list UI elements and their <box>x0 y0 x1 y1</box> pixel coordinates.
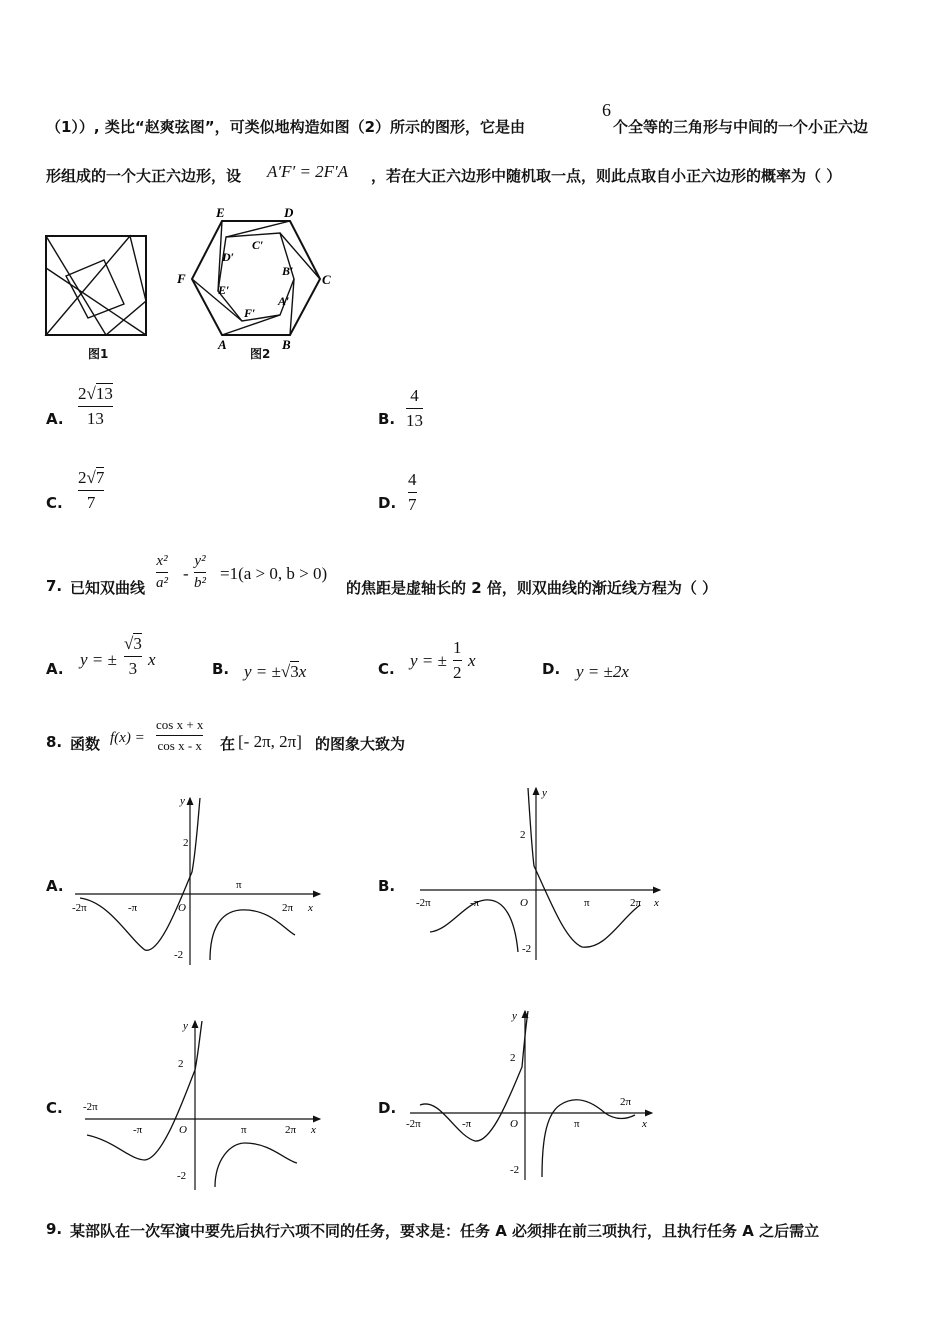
q8-number: 8. <box>46 733 63 751</box>
graph-d-tick-2: 2 <box>510 1052 516 1064</box>
graph-b-tick-pi: π <box>584 897 590 909</box>
graph-b-origin: O <box>520 897 528 909</box>
q6-option-d-den: 7 <box>408 495 417 514</box>
q8-option-a-label: A. <box>46 877 64 895</box>
hex-label-a: A <box>218 337 227 352</box>
q8-function-den: cos x - x <box>157 738 202 753</box>
q6-option-d-fraction <box>408 470 417 515</box>
q7-option-c-post: x <box>468 651 476 670</box>
graph-b-x-label: x <box>654 897 659 909</box>
q6-line1-part2: 个全等的三角形与中间的一个小正六边 <box>613 118 869 136</box>
graph-d-origin: O <box>510 1118 518 1130</box>
q6-option-d-num: 4 <box>408 470 417 489</box>
graph-a-tick-neg2: -2 <box>174 949 184 961</box>
q7-option-a-post: x <box>148 650 156 669</box>
q7-text-part1: 已知双曲线 <box>70 579 146 597</box>
graph-b <box>410 780 670 965</box>
q7-eq-den2: b² <box>194 575 206 591</box>
q7-option-b-rad: 3 <box>290 662 299 681</box>
graph-c-tick-2: 2 <box>178 1058 184 1070</box>
graph-b-y-label: y <box>542 787 547 799</box>
q7-eq-fraction-y <box>194 553 206 592</box>
graph-c-origin: O <box>179 1124 187 1136</box>
q7-option-c-pre: y = ± <box>410 651 447 670</box>
graph-c-x-label: x <box>311 1124 316 1136</box>
graph-b-tick-negpi: -π <box>470 897 480 909</box>
q7-eq-num2: y² <box>194 553 206 569</box>
q6-option-b-den: 13 <box>406 411 423 430</box>
q7-option-a-label: A. <box>46 660 64 678</box>
graph-c-tick-2pi: 2π <box>285 1124 297 1136</box>
q6-option-c-radicand: 7 <box>95 468 105 487</box>
q7-option-c-label: C. <box>378 660 395 678</box>
q7-eq-num1: x² <box>156 553 168 569</box>
q8-text-part1: 函数 <box>70 735 101 753</box>
figure-1-caption: 图1 <box>88 347 109 361</box>
graph-c-tick-negpi: -π <box>133 1124 143 1136</box>
q8-text-in: 在 <box>220 735 236 753</box>
q8-function-num: cos x + x <box>156 717 204 732</box>
q8-option-c-label: C. <box>46 1099 63 1117</box>
q7-option-d-label: D. <box>542 660 561 678</box>
graph-a-y-label: y <box>180 795 185 807</box>
q7-eq-fraction-x <box>156 553 168 592</box>
q7-option-d-expr: y = ±2x <box>576 662 629 681</box>
graph-c-tick-neg2pi: -2π <box>83 1101 98 1113</box>
q8-text-part2: 的图象大致为 <box>315 735 406 753</box>
q6-line2-part2: ，若在大正六边形中随机取一点，则此点取自小正六边形的概率为（ ） <box>371 167 842 185</box>
graph-c-y-label: y <box>183 1020 188 1032</box>
graph-a-x-label: x <box>308 902 313 914</box>
q8-interval: [- 2π, 2π] <box>238 732 302 751</box>
graph-d-tick-pi: π <box>574 1118 580 1130</box>
q7-option-c-num: 1 <box>453 638 462 657</box>
q6-option-a-coef: 2 <box>78 384 87 403</box>
q6-number-six: 6 <box>602 100 611 120</box>
q6-option-a-radicand: 13 <box>95 384 113 403</box>
hex-label-e: E <box>216 205 225 220</box>
graph-b-tick-2pi: 2π <box>630 897 642 909</box>
hex-label-c-prime: C′ <box>252 238 264 252</box>
q6-line2-part1: 形组成的一个大正六边形，设 <box>46 167 242 185</box>
figure-1-zhaoshuang-diagram <box>40 228 152 340</box>
q6-option-b-label: B. <box>378 410 396 428</box>
hex-label-d-prime: D′ <box>222 250 235 264</box>
hex-label-e-prime: E′ <box>218 283 230 297</box>
q7-option-a-rad: 3 <box>133 634 142 653</box>
q7-option-a-den: 3 <box>128 659 138 678</box>
hex-label-b: B <box>282 337 291 352</box>
q7-option-c-fraction <box>453 638 462 683</box>
q7-number: 7. <box>46 577 63 595</box>
q6-option-b-num: 4 <box>410 386 419 405</box>
graph-a-tick-2: 2 <box>183 837 189 849</box>
q6-option-a-den: 13 <box>86 409 104 428</box>
hex-label-f-prime: F′ <box>244 306 256 320</box>
q9-number: 9. <box>46 1220 63 1238</box>
graph-a-origin: O <box>178 902 186 914</box>
q7-option-c-den: 2 <box>453 663 462 682</box>
graph-d-tick-neg2: -2 <box>510 1164 520 1176</box>
q6-option-a-label: A. <box>46 410 64 428</box>
graph-a-tick-2pi: 2π <box>282 902 294 914</box>
q6-option-b-fraction <box>406 386 423 431</box>
q7-eq-den1: a² <box>156 575 168 591</box>
graph-d-x-label: x <box>642 1118 647 1130</box>
graph-d-y-label: y <box>512 1010 517 1022</box>
graph-b-tick-2: 2 <box>520 829 526 841</box>
q7-option-b-label: B. <box>212 660 230 678</box>
graph-d-tick-neg2pi: -2π <box>406 1118 421 1130</box>
q7-option-b-expr: y = ±√3x <box>244 662 307 681</box>
graph-a-tick-pi: π <box>236 879 242 891</box>
graph-c-tick-pi: π <box>241 1124 247 1136</box>
q6-option-c-label: C. <box>46 494 63 512</box>
figure-2-caption: 图2 <box>250 347 271 361</box>
hex-label-c: C <box>322 272 331 287</box>
q8-function-fraction <box>156 717 203 754</box>
graph-d-tick-2pi: 2π <box>620 1096 632 1108</box>
q7-option-b-post: x <box>298 662 307 681</box>
graph-d <box>400 1005 660 1185</box>
figure-2-hexagon-diagram <box>172 203 342 353</box>
q6-option-a-fraction: 2√13 13 <box>78 384 113 428</box>
hex-label-f: F <box>177 271 186 286</box>
hex-label-d: D <box>284 205 294 220</box>
q9-text: 某部队在一次军演中要先后执行六项不同的任务，要求是：任务 A 必须排在前三项执行，且执行任务 A 之后需立 <box>70 1222 820 1240</box>
q7-option-a-fraction: √3 3 <box>124 634 142 678</box>
q7-option-b-pre: y = ± <box>244 662 281 681</box>
graph-a-tick-negpi: -π <box>128 902 138 914</box>
graph-c-tick-neg2: -2 <box>177 1170 187 1182</box>
q6-option-c-coef: 2 <box>78 468 87 487</box>
q8-function-name: f(x) = <box>110 730 145 746</box>
q8-option-b-label: B. <box>378 877 396 895</box>
hex-label-b-prime: B′ <box>282 264 294 278</box>
q7-eq-minus: - <box>183 564 189 583</box>
q6-condition: A′F′ = 2F′A <box>267 162 349 181</box>
q6-option-c-den: 7 <box>86 493 96 512</box>
q7-eq-rest: =1(a > 0, b > 0) <box>220 564 328 583</box>
q7-option-a-pre: y = ± <box>80 650 117 669</box>
q6-option-d-label: D. <box>378 494 397 512</box>
q8-option-d-label: D. <box>378 1099 397 1117</box>
graph-b-tick-neg2pi: -2π <box>416 897 431 909</box>
graph-b-tick-neg2: -2 <box>522 943 532 955</box>
q6-line1-part1: （1））, 类比“赵爽弦图”，可类似地构造如图（2）所示的图形，它是由 <box>46 118 526 136</box>
graph-c <box>75 1015 330 1195</box>
hex-label-a-prime: A′ <box>278 294 290 308</box>
q7-text-part2: 的焦距是虚轴长的 2 倍，则双曲线的渐近线方程为（ ） <box>346 579 718 597</box>
graph-a <box>70 790 330 970</box>
graph-a-tick-neg2pi: -2π <box>72 902 87 914</box>
graph-d-tick-negpi: -π <box>462 1118 472 1130</box>
q6-option-c-fraction: 2√7 7 <box>78 468 105 512</box>
